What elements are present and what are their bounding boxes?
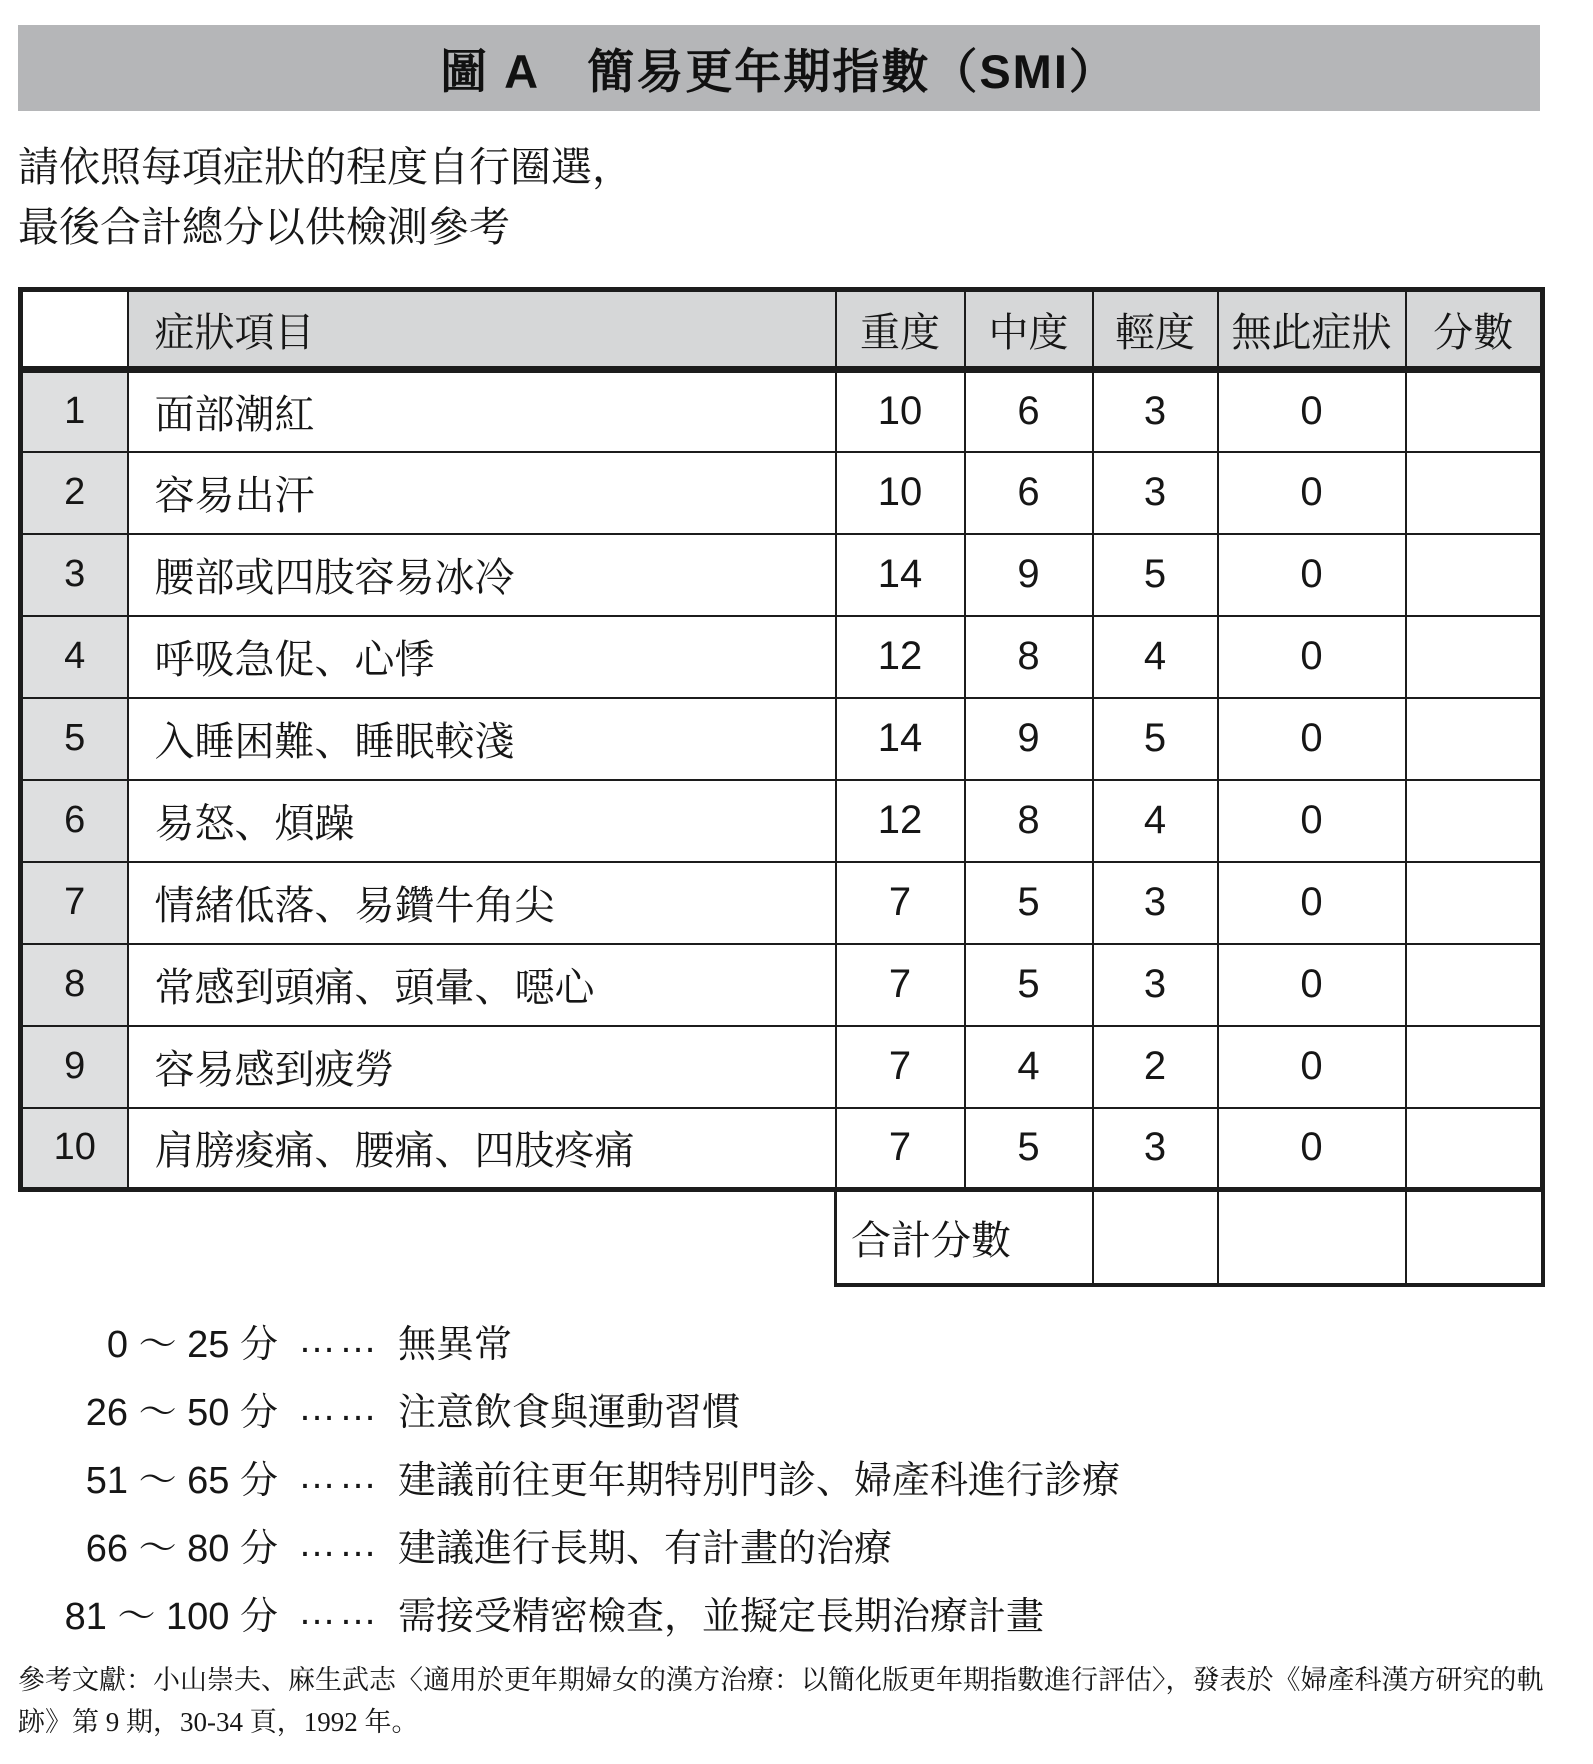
score-blank: [1406, 534, 1543, 616]
smi-table: [18, 287, 1545, 1287]
figure-title: 圖 A 簡易更年期指數（SMI）: [440, 44, 1118, 98]
legend-row: [48, 1375, 1540, 1443]
mild-value: 3: [1093, 1108, 1218, 1190]
score-legend: [48, 1307, 1540, 1647]
table-header-row: [21, 290, 1543, 370]
symptom-label: 肩膀痠痛、腰痛、四肢疼痛: [128, 1108, 836, 1190]
moderate-value: 8: [965, 780, 1093, 862]
symptom-label: 呼吸急促、心悸: [128, 616, 836, 698]
score-blank: [1406, 616, 1543, 698]
moderate-value: 6: [965, 370, 1093, 452]
table-row: [21, 616, 1543, 698]
row-number: 7: [21, 862, 128, 944]
table-row: [21, 452, 1543, 534]
header-blank-cell: [21, 290, 128, 370]
legend-description: 建議前往更年期特別門診、婦產科進行診療: [398, 1460, 1121, 1502]
total-label: 合計分數: [836, 1190, 1093, 1285]
none-value: 0: [1218, 616, 1406, 698]
moderate-value: 5: [965, 1108, 1093, 1190]
header-moderate: 中度: [965, 290, 1093, 370]
legend-dots: ……: [298, 1455, 380, 1497]
none-value: 0: [1218, 780, 1406, 862]
severe-value: 7: [836, 1026, 965, 1108]
table-row: [21, 698, 1543, 780]
mild-value: 3: [1093, 862, 1218, 944]
moderate-value: 9: [965, 534, 1093, 616]
mild-value: 4: [1093, 780, 1218, 862]
mild-value: 2: [1093, 1026, 1218, 1108]
legend-dots: ……: [298, 1387, 380, 1429]
none-value: 0: [1218, 1108, 1406, 1190]
moderate-value: 8: [965, 616, 1093, 698]
total-blank-cell: [1093, 1190, 1218, 1285]
moderate-value: 6: [965, 452, 1093, 534]
none-value: 0: [1218, 370, 1406, 452]
instruction-line-1: 請依照每項症狀的程度自行圈選，: [18, 144, 633, 190]
document-page: [0, 25, 1593, 1764]
legend-range: 26 ～ 50 分: [85, 1392, 278, 1434]
mild-value: 5: [1093, 534, 1218, 616]
total-row-spacer: [21, 1190, 836, 1285]
symptom-label: 常感到頭痛、頭暈、噁心: [128, 944, 836, 1026]
score-blank: [1406, 452, 1543, 534]
legend-row: [48, 1511, 1540, 1579]
moderate-value: 5: [965, 862, 1093, 944]
mild-value: 3: [1093, 944, 1218, 1026]
none-value: 0: [1218, 862, 1406, 944]
row-number: 2: [21, 452, 128, 534]
legend-range: 81 ～ 100 分: [64, 1596, 278, 1638]
symptom-label: 情緒低落、易鑽牛角尖: [128, 862, 836, 944]
score-blank: [1406, 1026, 1543, 1108]
row-number: 1: [21, 370, 128, 452]
legend-row: [48, 1579, 1540, 1647]
total-row: [21, 1190, 1543, 1285]
table-row: [21, 370, 1543, 452]
none-value: 0: [1218, 452, 1406, 534]
moderate-value: 9: [965, 698, 1093, 780]
total-blank-cell: [1218, 1190, 1406, 1285]
severe-value: 7: [836, 944, 965, 1026]
instruction-line-2: 最後合計總分以供檢測參考: [18, 204, 510, 250]
table-row: [21, 1026, 1543, 1108]
symptom-label: 腰部或四肢容易冰冷: [128, 534, 836, 616]
reference-citation: 參考文獻：小山崇夫、麻生武志〈適用於更年期婦女的漢方治療：以簡化版更年期指數進行評估〉，發表於《婦產科漢方研究的軌跡》第 9 期，30-34 頁，1992 年。: [18, 1664, 1544, 1737]
legend-range: 51 ～ 65 分: [85, 1460, 278, 1502]
symptom-label: 容易感到疲勞: [128, 1026, 836, 1108]
legend-dots: ……: [298, 1319, 380, 1361]
total-score-blank: [1406, 1190, 1543, 1285]
row-number: 6: [21, 780, 128, 862]
header-symptom: 症狀項目: [128, 290, 836, 370]
none-value: 0: [1218, 944, 1406, 1026]
severe-value: 10: [836, 370, 965, 452]
legend-row: [48, 1307, 1540, 1375]
instructions: [18, 137, 1540, 257]
legend-row: [48, 1443, 1540, 1511]
mild-value: 5: [1093, 698, 1218, 780]
header-severe: 重度: [836, 290, 965, 370]
legend-range: 66 ～ 80 分: [85, 1528, 278, 1570]
header-mild: 輕度: [1093, 290, 1218, 370]
row-number: 8: [21, 944, 128, 1026]
moderate-value: 4: [965, 1026, 1093, 1108]
legend-description: 建議進行長期、有計畫的治療: [398, 1528, 893, 1570]
score-blank: [1406, 1108, 1543, 1190]
row-number: 10: [21, 1108, 128, 1190]
mild-value: 3: [1093, 452, 1218, 534]
legend-description: 需接受精密檢查，並擬定長期治療計畫: [398, 1596, 1045, 1638]
symptom-label: 易怒、煩躁: [128, 780, 836, 862]
mild-value: 4: [1093, 616, 1218, 698]
row-number: 3: [21, 534, 128, 616]
moderate-value: 5: [965, 944, 1093, 1026]
score-blank: [1406, 698, 1543, 780]
severe-value: 10: [836, 452, 965, 534]
score-blank: [1406, 780, 1543, 862]
severe-value: 7: [836, 862, 965, 944]
none-value: 0: [1218, 534, 1406, 616]
table-row: [21, 944, 1543, 1026]
none-value: 0: [1218, 1026, 1406, 1108]
row-number: 4: [21, 616, 128, 698]
mild-value: 3: [1093, 370, 1218, 452]
severe-value: 7: [836, 1108, 965, 1190]
row-number: 9: [21, 1026, 128, 1108]
table-row: [21, 780, 1543, 862]
symptom-label: 入睡困難、睡眠較淺: [128, 698, 836, 780]
symptom-label: 容易出汗: [128, 452, 836, 534]
none-value: 0: [1218, 698, 1406, 780]
severe-value: 12: [836, 616, 965, 698]
legend-description: 無異常: [398, 1324, 513, 1366]
score-blank: [1406, 944, 1543, 1026]
symptom-label: 面部潮紅: [128, 370, 836, 452]
figure-title-bar: [18, 25, 1540, 111]
header-none: 無此症狀: [1218, 290, 1406, 370]
score-blank: [1406, 862, 1543, 944]
legend-dots: ……: [298, 1591, 380, 1633]
severe-value: 14: [836, 698, 965, 780]
table-row: [21, 534, 1543, 616]
row-number: 5: [21, 698, 128, 780]
legend-description: 注意飲食與運動習慣: [398, 1392, 741, 1434]
header-score: 分數: [1406, 290, 1543, 370]
table-row: [21, 1108, 1543, 1190]
table-row: [21, 862, 1543, 944]
legend-dots: ……: [298, 1523, 380, 1565]
severe-value: 14: [836, 534, 965, 616]
score-blank: [1406, 370, 1543, 452]
severe-value: 12: [836, 780, 965, 862]
legend-range: 0 ～ 25 分: [106, 1324, 278, 1366]
